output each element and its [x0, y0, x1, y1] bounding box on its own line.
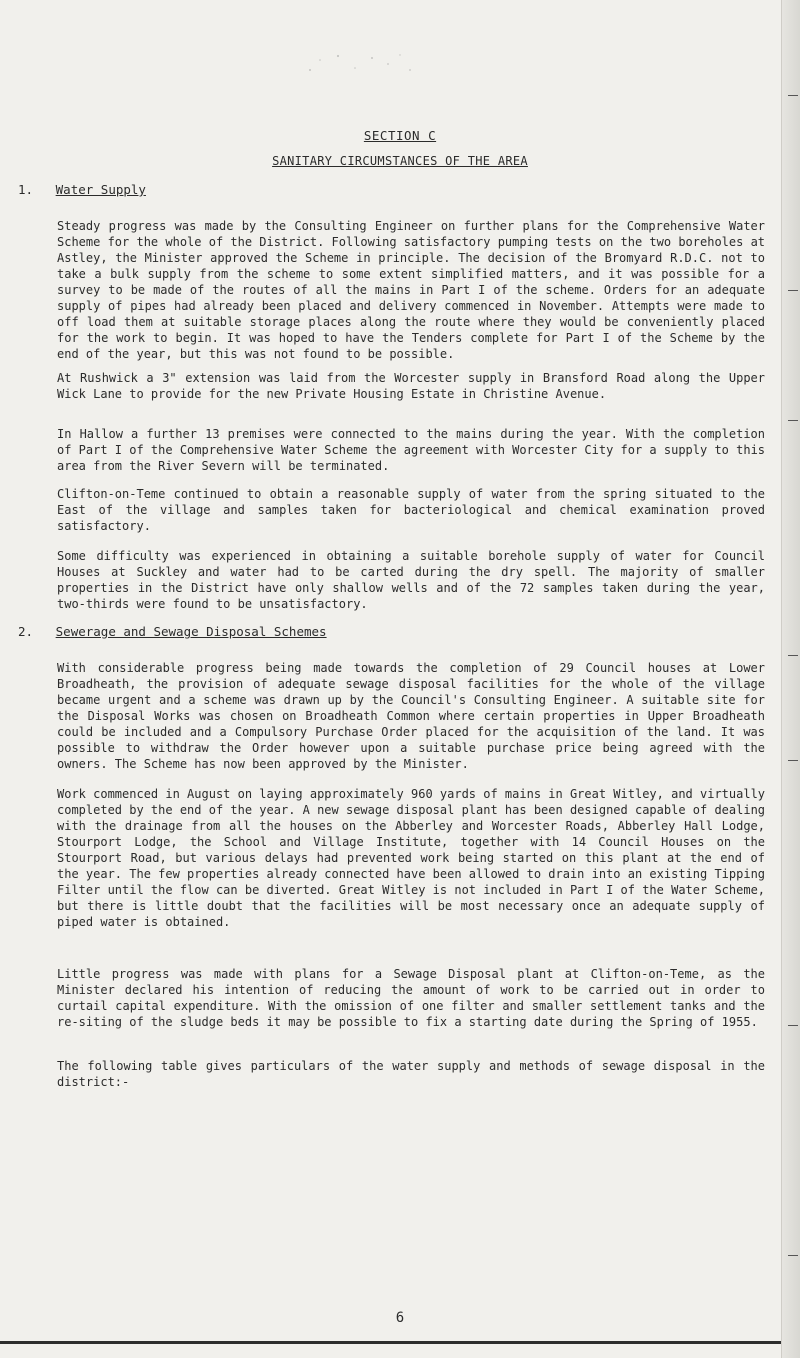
edge-tick [788, 420, 798, 421]
heading-text: Water Supply [55, 182, 146, 197]
scan-speckle [300, 50, 420, 78]
heading-number: 1. [18, 182, 34, 197]
page-number: 6 [395, 1310, 405, 1326]
section-title: SECTION C [363, 128, 437, 143]
paragraph-water-1: Steady progress was made by the Consulting Engineer on further plans for the Comprehensive Water Scheme for the whole of the District. Following satisfactory pumping tests on the two boreholes at Astley, the Minister approved the Scheme in principle. The decision of the Bromyard R.D.C. not to take a bulk supply from the scheme to some extent simplified matters, and it was possible for a survey to be made of the routes of all the mains in Part I of the scheme. Orders for an adequate supply of pipes had already been placed and delivery commenced in November. Attempts were made to off load them at suitable storage places along the route where they would be conveniently placed for the work to begin. It was hoped to have the Tenders complete for Part I of the Scheme by the end of the year, but this was not found to be possible. [57, 219, 766, 361]
paragraph-water-4: Clifton-on-Teme continued to obtain a reasonable supply of water from the spring situated to the East of the village and samples taken for bacteriological and chemical examination proved satisfactory. [57, 487, 765, 533]
edge-tick [788, 1255, 798, 1256]
edge-tick [788, 655, 798, 656]
paragraph-water-5: Some difficulty was experienced in obtaining a suitable borehole supply of water for Council Houses at Suckley and water had to be carted during the dry spell. The majority of smaller properties in the District have only shallow wells and of the 72 samples taken during the year, two-thirds were found to be unsatisfactory. [57, 549, 765, 611]
heading-sewerage [18, 624, 327, 639]
heading-text: Sewerage and Sewage Disposal Schemes [55, 624, 327, 639]
paragraph-sewerage-3: Little progress was made with plans for a Sewage Disposal plant at Clifton-on-Teme, as the Minister declared his intention of reducing the amount of work to be carried out in order to curtail capital expenditure. With the omission of one filter and smaller settlement tanks and the re-siting of the sludge beds it may be possible to fix a starting date during the Spring of 1955. [57, 967, 765, 1029]
heading-number: 2. [18, 624, 34, 639]
bottom-rule [0, 1341, 800, 1344]
binding-edge [781, 0, 800, 1358]
edge-tick [788, 290, 798, 291]
paragraph-sewerage-2: Work commenced in August on laying approximately 960 yards of mains in Great Witley, and virtually completed by the end of the year. A new sewage disposal plant has been designed capable of dealing with the drainage from all the houses on the Abberley and Worcester Roads, Abberley Hall Lodge, Stourport Lodge, the School and Village Institute, together with 14 Council Houses on the Stourport Road, but various delays had prevented work being started on this plant at the end of the year. The few properties already connected have been allowed to drain into an existing Tipping Filter until the flow can be diverted. Great Witley is not included in Part I of the Water Scheme, but there is little doubt that the facilities will be most necessary once an adequate supply of piped water is obtained. [57, 787, 766, 929]
edge-tick [788, 760, 798, 761]
paragraph-sewerage-4: The following table gives particulars of the water supply and methods of sewage disposal in the district:- [57, 1059, 765, 1089]
paragraph-water-3: In Hallow a further 13 premises were connected to the mains during the year. With the completion of Part I of the Comprehensive Water Scheme the agreement with Worcester City for a supply to this area from the River Severn will be terminated. [57, 427, 766, 473]
section-subtitle: SANITARY CIRCUMSTANCES OF THE AREA [272, 154, 528, 168]
edge-tick [788, 1025, 798, 1026]
paragraph-water-2: At Rushwick a 3" extension was laid from the Worcester supply in Bransford Road along the Upper Wick Lane to provide for the new Private Housing Estate in Christine Avenue. [57, 371, 765, 401]
heading-water-supply [18, 182, 146, 197]
paragraph-sewerage-1: With considerable progress being made towards the completion of 29 Council houses at Lower Broadheath, the provision of adequate sewage disposal facilities for the whole of the village became urgent and a scheme was drawn up by the Council's Consulting Engineer. A suitable site for the Disposal Works was chosen on Broadheath Common where certain properties in Upper Broadheath could be included and a Compulsory Purchase Order placed for the acquisition of the land. It was possible to withdraw the Order however upon a suitable purchase price being agreed with the owners. The Scheme has now been approved by the Minister. [57, 661, 765, 771]
edge-tick [788, 95, 798, 96]
